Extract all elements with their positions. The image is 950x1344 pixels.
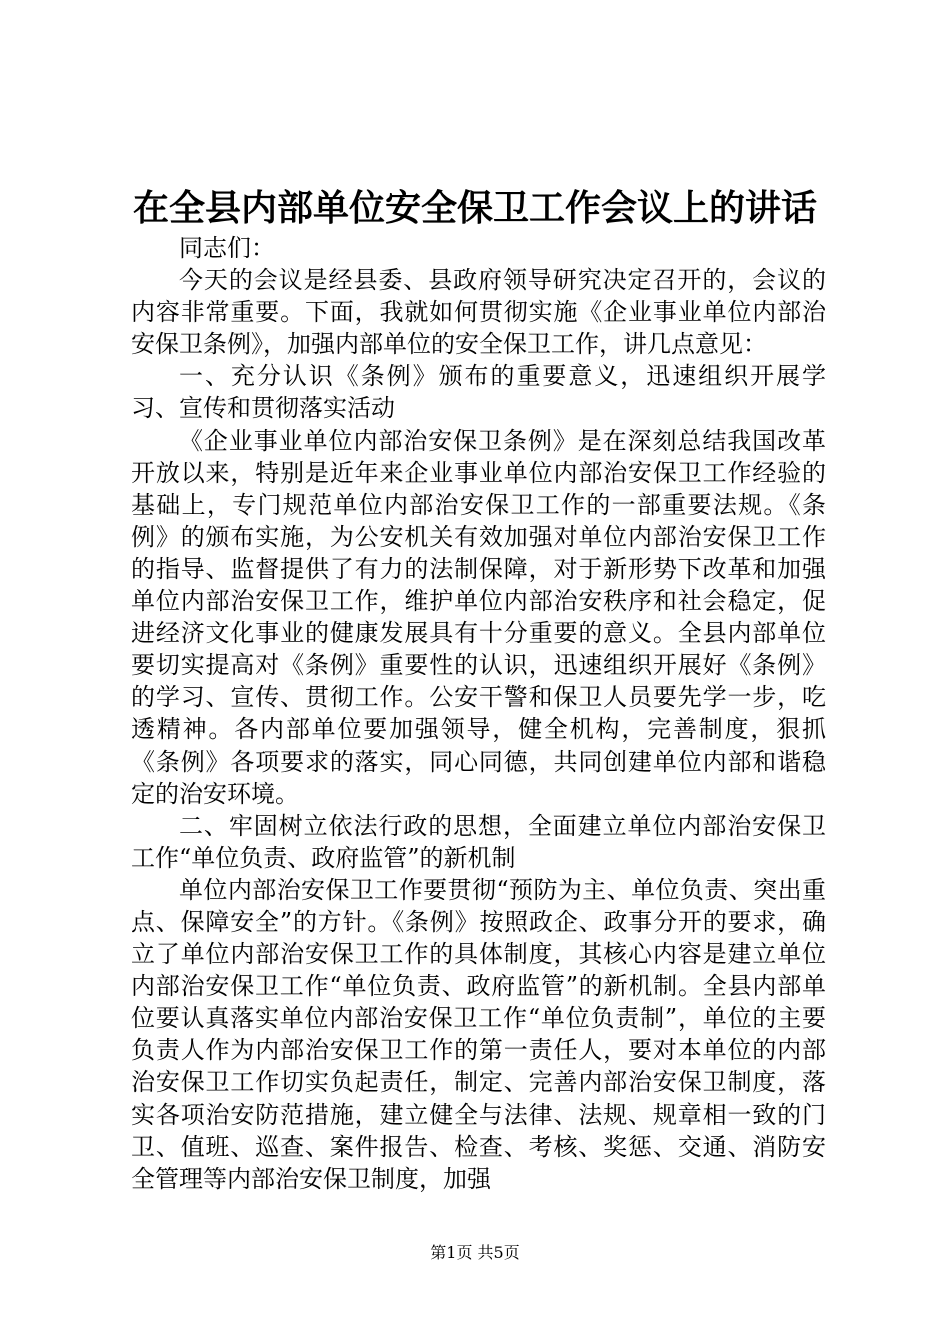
paragraph-intro: 今天的会议是经县委、县政府领导研究决定召开的，会议的内容非常重要。下面，我就如何贯彻实施《企业事业单位内部治安保卫条例》，加强内部单位的安全保卫工作，讲几点意见：: [131, 266, 826, 359]
document-body: [131, 232, 826, 1195]
page-footer: 第1页 共5页: [430, 1243, 520, 1262]
section-heading-1: 一、充分认识《条例》颁布的重要意义，迅速组织开展学习、宣传和贯彻落实活动: [131, 362, 826, 423]
section-heading-2: 二、牢固树立依法行政的思想，全面建立单位内部治安保卫工作“单位负责、政府监管”的新机制: [131, 811, 826, 872]
paragraph-section-2: 单位内部治安保卫工作要贯彻“预防为主、单位负责、突出重点、保障安全”的方针。《条例》按照政企、政事分开的要求，确立了单位内部治安保卫工作的具体制度，其核心内容是建立单位内部治安保卫工作“单位负责、政府监管”的新机制。全县内部单位要认真落实单位内部治安保卫工作“单位负责制”，单位的主要负责人作为内部治安保卫工作的第一责任人，要对本单位的内部治安保卫工作切实负起责任，制定、完善内部治安保卫制度，落实各项治安防范措施，建立健全与法律、法规、规章相一致的门卫、值班、巡查、案件报告、检查、考核、奖惩、交通、消防安全管理等内部治安保卫制度，加强: [131, 875, 826, 1193]
paragraph-section-1: 《企业事业单位内部治安保卫条例》是在深刻总结我国改革开放以来，特别是近年来企业事业单位内部治安保卫工作经验的基础上，专门规范单位内部治安保卫工作的一部重要法规。《条例》的颁布实施，为公安机关有效加强对单位内部治安保卫工作的指导、监督提供了有力的法制保障，对于新形势下改革和加强单位内部治安保卫工作，维护单位内部治安秩序和社会稳定，促进经济文化事业的健康发展具有十分重要的意义。全县内部单位要切实提高对《条例》重要性的认识，迅速组织开展好《条例》的学习、宣传、贯彻工作。公安干警和保卫人员要先学一步，吃透精神。各内部单位要加强领导，健全机构，完善制度，狠抓《条例》各项要求的落实，同心同德，共同创建单位内部和谐稳定的治安环境。: [131, 426, 826, 808]
paragraph-greeting: 同志们：: [179, 234, 275, 262]
page-title: 在全县内部单位安全保卫工作会议上的讲话: [132, 187, 817, 229]
